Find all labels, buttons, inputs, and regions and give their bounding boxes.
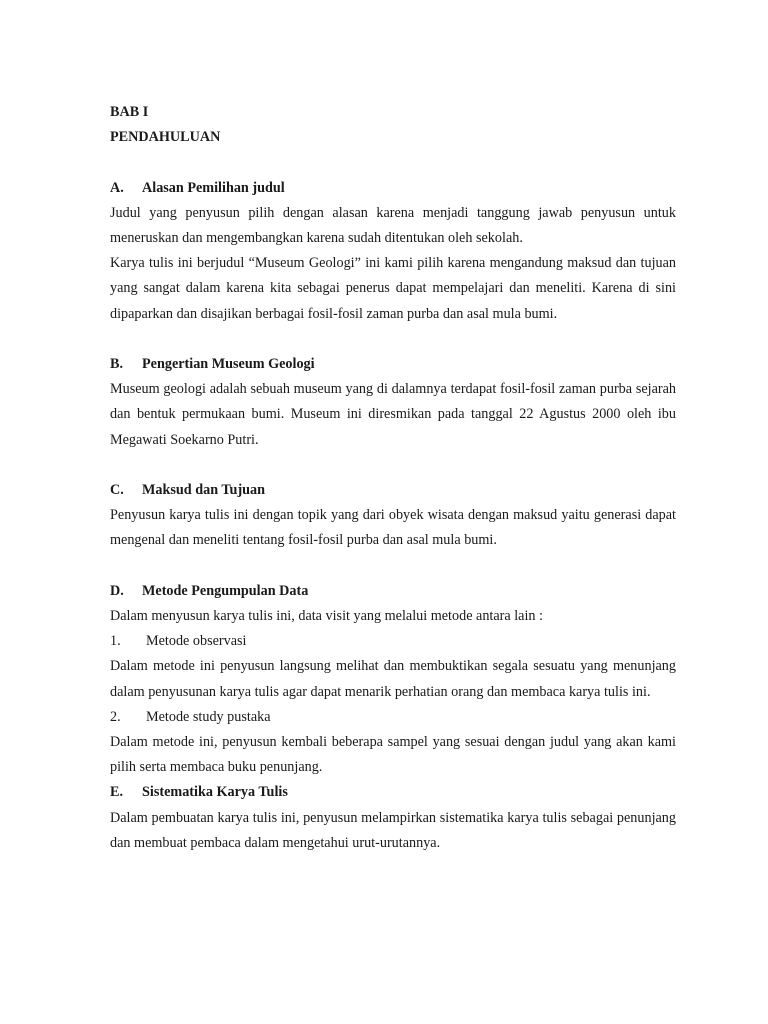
- section-letter: A.: [110, 179, 124, 196]
- section-e: [110, 780, 676, 856]
- paragraph: Dalam pembuatan karya tulis ini, penyusun melampirkan sistematika karya tulis sebagai penunjang dan membuat pembaca dalam mengetahui urut-urutannya.: [110, 809, 676, 851]
- list-number: 1.: [110, 633, 121, 650]
- paragraph: Dalam metode ini, penyusun kembali beberapa sampel yang sesuai dengan judul yang akan kami pilih serta membaca buku penunjang.: [110, 734, 676, 776]
- paragraph: Dalam metode ini penyusun langsung melihat dan membuktikan segala sesuatu yang menunjang dalam penyusunan karya tulis agar dapat menarik perhatian orang dan membaca karya tulis ini.: [110, 658, 676, 700]
- section-title: Alasan Pemilihan judul: [142, 179, 285, 196]
- paragraph: Judul yang penyusun pilih dengan alasan karena menjadi tanggung jawab penyusun untuk meneruskan dan mengembangkan karena sudah ditentukan oleh sekolah.: [110, 204, 676, 246]
- section-heading: [110, 352, 676, 377]
- section-c: [110, 478, 676, 554]
- list-item: [110, 629, 676, 654]
- paragraph: Karya tulis ini berjudul “Museum Geologi” ini kami pilih karena mengandung maksud dan tujuan yang sangat dalam karena kita sebagai penerus dapat mempelajari dan meneliti. Karena di sini dipaparkan dan disajikan berbagai fosil-fosil zaman purba dan asal mula bumi.: [110, 255, 676, 322]
- document-page: [110, 100, 676, 856]
- chapter-number: BAB I: [110, 104, 149, 120]
- spacer: [110, 453, 676, 478]
- section-heading: [110, 478, 676, 503]
- section-heading: [110, 176, 676, 201]
- spacer: [110, 554, 676, 579]
- list-item-title: Metode study pustaka: [146, 708, 271, 725]
- section-letter: B.: [110, 356, 124, 372]
- list-number: 2.: [110, 708, 121, 725]
- section-letter: C.: [110, 482, 124, 498]
- section-heading: [110, 780, 676, 805]
- section-heading: [110, 579, 676, 604]
- section-letter: D.: [110, 582, 124, 599]
- section-d: [110, 579, 676, 781]
- list-item-title: Metode observasi: [146, 633, 247, 650]
- spacer: [110, 327, 676, 352]
- spacer: [110, 150, 676, 175]
- list-item: [110, 705, 676, 730]
- chapter-title: PENDAHULUAN: [110, 129, 221, 146]
- paragraph: Museum geologi adalah sebuah museum yang di dalamnya terdapat fosil-fosil zaman purba sejarah dan bentuk permukaan bumi. Museum ini diresmikan pada tanggal 22 Agustus 2000 oleh ibu Megawati Soekarno Putri.: [110, 381, 676, 448]
- paragraph: Penyusun karya tulis ini dengan topik yang dari obyek wisata dengan maksud yaitu generasi dapat mengenal dan meneliti tentang fosil-fosil purba dan asal mula bumi.: [110, 507, 676, 549]
- section-title: Sistematika Karya Tulis: [142, 784, 288, 801]
- section-b: [110, 352, 676, 453]
- section-letter: E.: [110, 784, 124, 801]
- section-a: [110, 176, 676, 327]
- section-title: Maksud dan Tujuan: [142, 482, 266, 498]
- paragraph: Dalam menyusun karya tulis ini, data visit yang melalui metode antara lain :: [110, 608, 543, 624]
- section-title: Metode Pengumpulan Data: [142, 582, 309, 599]
- section-title: Pengertian Museum Geologi: [142, 356, 315, 372]
